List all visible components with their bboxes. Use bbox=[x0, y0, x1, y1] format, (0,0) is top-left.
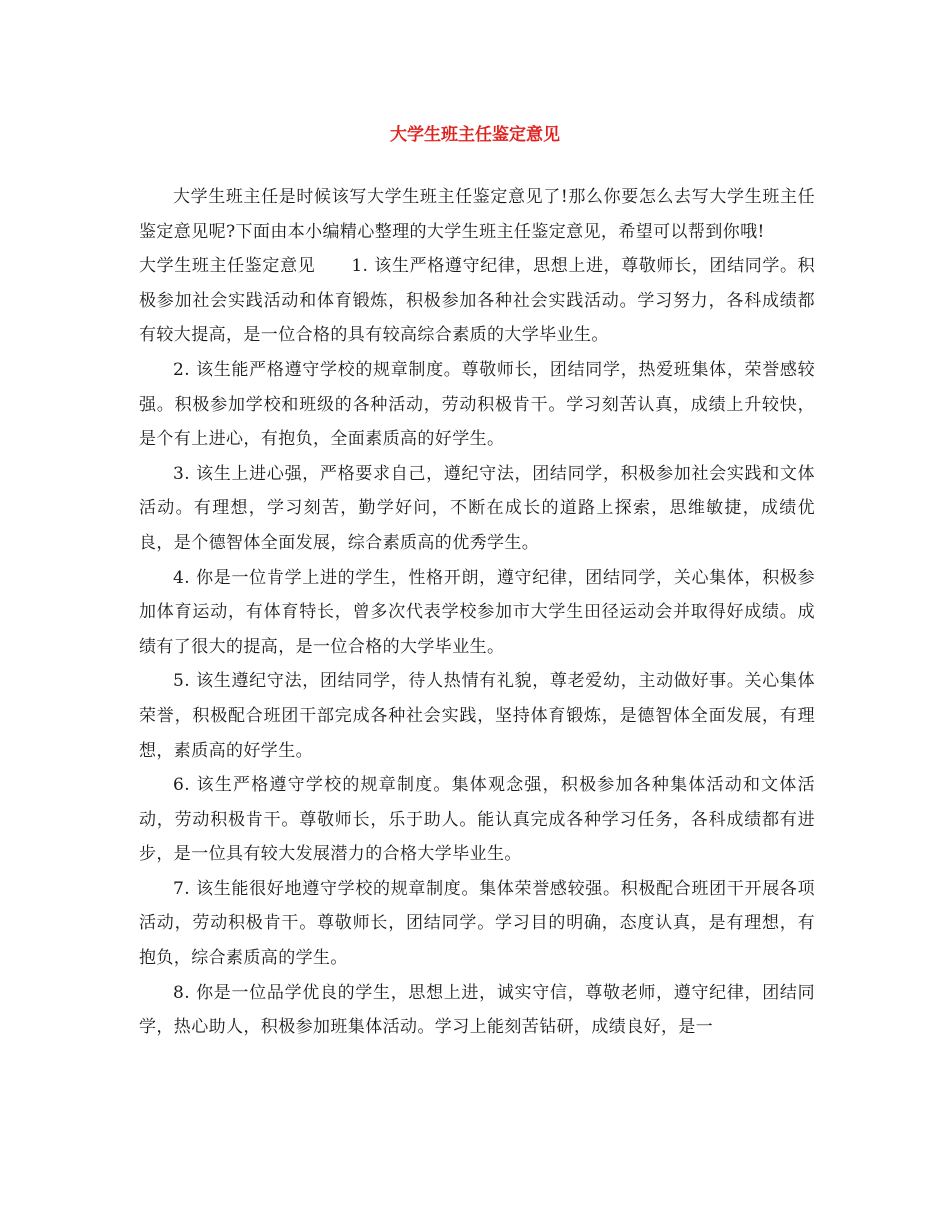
first-item-paragraph bbox=[139, 249, 815, 353]
item-3: 3. 该生上进心强，严格要求自己，遵纪守法，团结同学，积极参加社会实践和文体活动。有理想，学习刻苦，勤学好问，不断在成长的道路上探索，思维敏捷，成绩优良，是个德智体全面发展，综合素质高的优秀学生。 bbox=[139, 463, 815, 553]
item-5: 5. 该生遵纪守法，团结同学，待人热情有礼貌，尊老爱幼，主动做好事。关心集体荣誉，积极配合班团干部完成各种社会实践，坚持体育锻炼，是德智体全面发展，有理想，素质高的好学生。 bbox=[139, 671, 815, 761]
item-6: 6. 该生严格遵守学校的规章制度。集体观念强，积极参加各种集体活动和文体活动，劳动积极肯干。尊敬师长，乐于助人。能认真完成各种学习任务，各科成绩都有进步，是一位具有较大发展潜力的合格大学毕业生。 bbox=[139, 775, 815, 865]
intro-paragraph: 大学生班主任是时候该写大学生班主任鉴定意见了!那么你要怎么去写大学生班主任鉴定意见呢?下面由本小编精心整理的大学生班主任鉴定意见，希望可以帮到你哦! bbox=[139, 187, 815, 242]
item-7: 7. 该生能很好地遵守学校的规章制度。集体荣誉感较强。积极配合班团干开展各项活动，劳动积极肯干。尊敬师长，团结同学。学习目的明确，态度认真，是有理想，有抱负，综合素质高的学生。 bbox=[139, 878, 815, 969]
item-1: 1. 该生严格遵守纪律，思想上进，尊敬师长，团结同学。积极参加社会实践活动和体育锻炼，积极参加各种社会实践活动。学习努力，各科成绩都有较大提高，是一位合格的具有较高综合素质的大学毕业生。 bbox=[139, 256, 816, 346]
item-8: 8. 你是一位品学优良的学生，思想上进，诚实守信，尊敬老师，遵守纪律，团结同学，热心助人，积极参加班集体活动。学习上能刻苦钻研，成绩良好，是一 bbox=[139, 982, 815, 1038]
document-body bbox=[139, 180, 815, 1045]
document-title: 大学生班主任鉴定意见 bbox=[390, 125, 560, 145]
section-heading: 大学生班主任鉴定意见 bbox=[139, 256, 316, 277]
item-2: 2. 该生能严格遵守学校的规章制度。尊敬师长，团结同学，热爱班集体，荣誉感较强。积极参加学校和班级的各种活动，劳动积极肯干。学习刻苦认真，成绩上升较快，是个有上进心，有抱负，全面素质高的好学生。 bbox=[139, 359, 815, 450]
item-4: 4. 你是一位肯学上进的学生，性格开朗，遵守纪律，团结同学，关心集体，积极参加体育运动，有体育特长，曾多次代表学校参加市大学生田径运动会并取得好成绩。成绩有了很大的提高，是一位合格的大学毕业生。 bbox=[139, 567, 815, 657]
